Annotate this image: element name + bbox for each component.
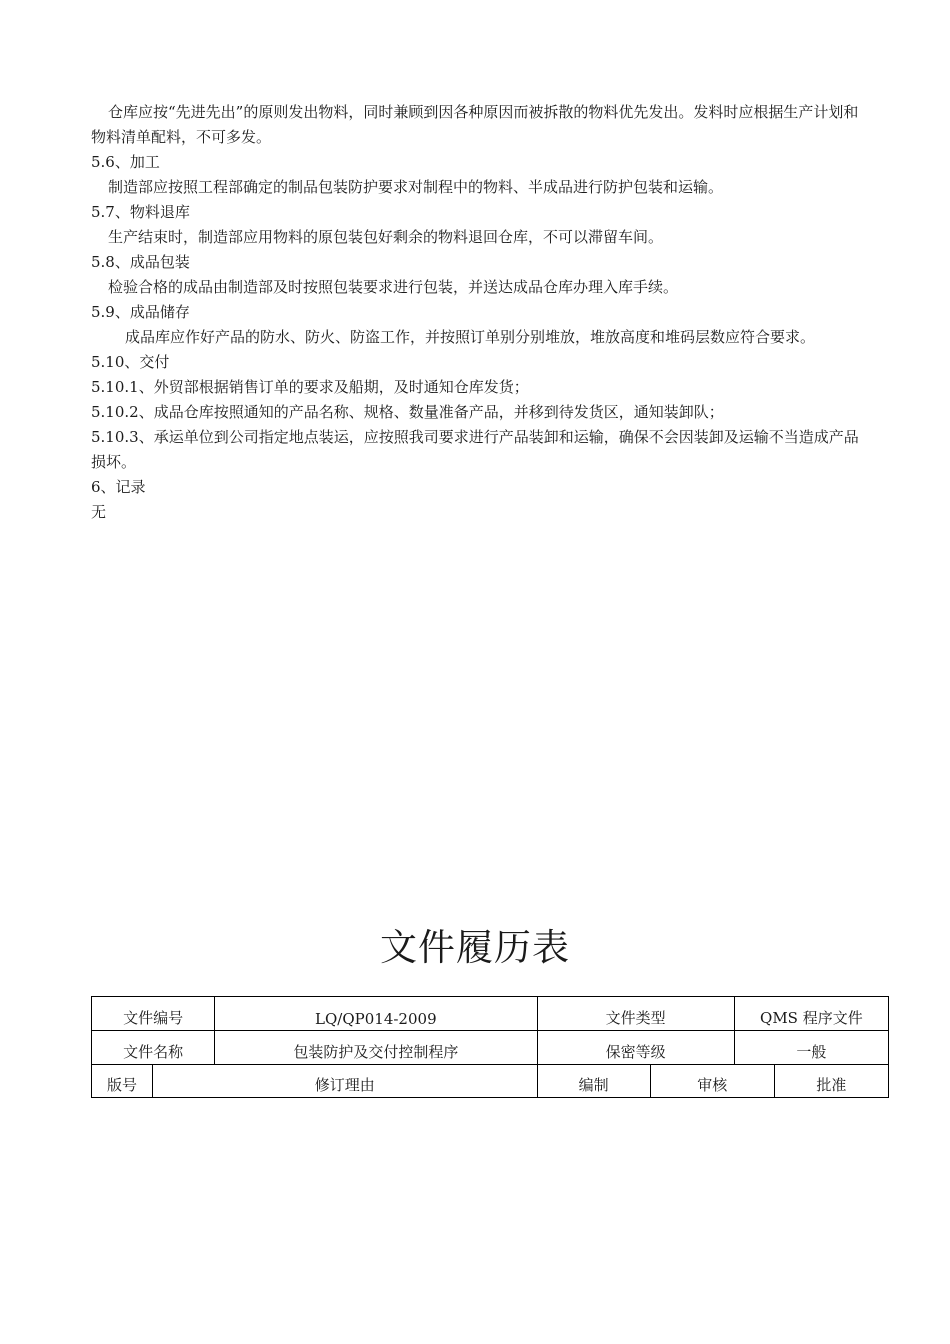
paragraph-processing: 制造部应按照工程部确定的制品包装防护要求对制程中的物料、半成品进行防护包装和运输。	[108, 178, 724, 196]
doc-name-value: 包装防护及交付控制程序	[215, 1031, 537, 1065]
doc-type-value: QMS 程序文件	[734, 997, 888, 1031]
doc-number-label: 文件编号	[92, 997, 215, 1031]
table-row	[92, 997, 889, 1031]
document-history-table	[91, 996, 889, 1098]
doc-type-label: 文件类型	[537, 997, 734, 1031]
secrecy-value: 一般	[734, 1031, 888, 1065]
paragraph-storage: 成品库应作好产品的防水、防火、防盗工作，并按照订单别分别堆放，堆放高度和堆码层数应符合要求。	[125, 328, 816, 346]
doc-number-value: LQ/QP014-2009	[215, 997, 537, 1031]
column-approver: 批准	[774, 1065, 888, 1098]
paragraph-5-10-2: 5.10.2、成品仓库按照通知的产品名称、规格、数量准备产品，并移到待发货区，通知装卸队；	[91, 403, 724, 421]
paragraph-records: 无	[91, 503, 107, 521]
column-reviewer: 审核	[650, 1065, 774, 1098]
heading-6: 6、记录	[91, 478, 146, 496]
column-version: 版号	[92, 1065, 153, 1098]
heading-5-6: 5.6、加工	[91, 153, 160, 171]
column-revision-reason: 修订理由	[153, 1065, 537, 1098]
document-body	[91, 100, 861, 525]
heading-5-8: 5.8、成品包装	[91, 253, 190, 271]
paragraph-material-return: 生产结束时，制造部应用物料的原包装包好剩余的物料退回仓库，不可以滞留车间。	[108, 228, 664, 246]
paragraph-5-10-1: 5.10.1、外贸部根据销售订单的要求及船期，及时通知仓库发货；	[91, 378, 529, 396]
column-author: 编制	[537, 1065, 650, 1098]
doc-name-label: 文件名称	[92, 1031, 215, 1065]
history-title: 文件履历表	[380, 926, 570, 969]
table-row	[92, 1031, 889, 1065]
paragraph-5-10-3: 5.10.3、承运单位到公司指定地点装运，应按照我司要求进行产品装卸和运输，确保不会因装卸及运输不当造成产品损坏。	[91, 428, 859, 471]
secrecy-label: 保密等级	[537, 1031, 734, 1065]
heading-5-9: 5.9、成品储存	[91, 303, 190, 321]
heading-5-10: 5.10、交付	[91, 353, 170, 371]
paragraph-fifo: 仓库应按“先进先出”的原则发出物料，同时兼顾到因各种原因而被拆散的物料优先发出。发料时应根据生产计划和物料清单配料，不可多发。	[91, 103, 859, 146]
heading-5-7: 5.7、物料退库	[91, 203, 190, 221]
table-header-row	[92, 1065, 889, 1098]
paragraph-packaging: 检验合格的成品由制造部及时按照包装要求进行包装，并送达成品仓库办理入库手续。	[108, 278, 679, 296]
